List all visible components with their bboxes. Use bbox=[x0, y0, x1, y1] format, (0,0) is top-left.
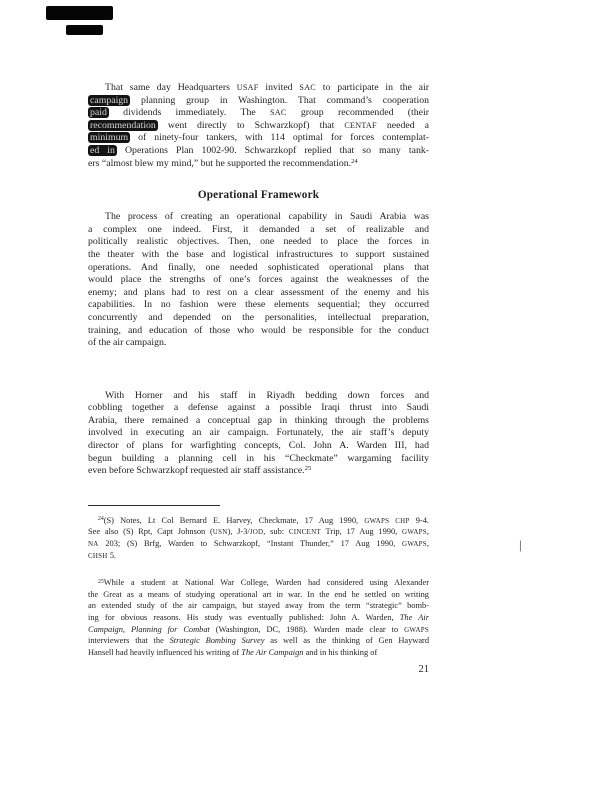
small-caps-text: JOD bbox=[249, 528, 264, 537]
small-caps-text: GWAPS bbox=[404, 625, 429, 634]
small-caps-text: CINCENT bbox=[288, 528, 321, 537]
italic-text: Strategic Bombing Survey bbox=[169, 636, 265, 646]
text-line: operations. And finally, one needed sophisticated operational plans that bbox=[88, 261, 429, 273]
page-number: 21 bbox=[418, 664, 429, 676]
redaction-smudge: minimum bbox=[90, 132, 129, 144]
scan-artifact-mark-bottom bbox=[66, 25, 103, 35]
small-caps-text: GWAPS bbox=[402, 528, 427, 537]
small-caps-text: CHSH bbox=[88, 551, 108, 560]
redaction-smudge: ed in bbox=[90, 144, 115, 156]
footnote-separator-rule bbox=[88, 505, 220, 506]
text-line: Hansell had heavily influenced his writing of The Air Campaign and in his thinking of bbox=[88, 647, 378, 657]
italic-text: The Air Campaign bbox=[241, 647, 304, 657]
text-line: The process of creating an operational capability in Saudi Arabia was bbox=[105, 211, 429, 223]
page-content bbox=[88, 82, 429, 675]
text-line: involved in executing an air campaign. Fortunately, the air staff’s deputy bbox=[88, 427, 429, 439]
text-line: of the air campaign. bbox=[88, 337, 167, 349]
small-caps-text: USAF bbox=[236, 83, 259, 92]
text-line: an extended study of the air campaign, but stayed away from the term “strategic” bomb- bbox=[88, 601, 429, 611]
section-heading: Operational Framework bbox=[197, 189, 320, 202]
text-line: Arabia, there remained a conceptual gap in thinking through the problems bbox=[88, 414, 429, 426]
small-caps-text: SAC bbox=[299, 83, 316, 92]
small-caps-text: GWAPS bbox=[402, 540, 427, 549]
small-caps-text: CENTAF bbox=[344, 120, 377, 130]
paragraph-warden-checkmate bbox=[88, 390, 429, 478]
small-caps-text: USN bbox=[212, 528, 228, 537]
text-line: politically realistic objectives. Then, one needed to place the forces in bbox=[88, 236, 429, 248]
redaction-smudge: paid bbox=[90, 107, 107, 119]
small-caps-text: SAC bbox=[269, 108, 287, 118]
text-line: cobbling together a defense against a possible Iraqi thrust into Saudi bbox=[88, 402, 429, 414]
text-line: even before Schwarzkopf requested air staff assistance.$^{25}$ bbox=[88, 465, 312, 477]
footnote-reference: 24 bbox=[351, 157, 358, 165]
text-line: the theater with the base and logistical infrastructures to support sustained bbox=[88, 248, 429, 260]
footnote-25 bbox=[88, 577, 429, 658]
text-line: director of plans for warfighting concepts, Col. John A. Warden III, had bbox=[88, 440, 429, 452]
text-line: ers “almost blew my mind,” but he supported the recommendation.$^{24}$ bbox=[88, 157, 358, 169]
paragraph-operational-capability bbox=[88, 211, 429, 350]
redaction-smudge: recommendation bbox=[90, 119, 156, 131]
text-line: $^{25}$While a student at National War College, Warden had considered using Alexander bbox=[98, 578, 429, 588]
text-line: ed in Operations Plan 1002-90. Schwarzkopf replied that so many tank- bbox=[90, 144, 429, 156]
text-line: $^{24}$(S) Notes, Lt Col Bernard E. Harvey, Checkmate, 17 Aug 1990, GWAPS CHP 9-4. bbox=[98, 515, 429, 525]
text-line: paid dividends immediately. The SAC group recommended (their bbox=[90, 107, 429, 119]
footnote-reference: 25 bbox=[304, 465, 312, 473]
text-line: Campaign, Planning for Combat (Washington, DC, 1988). Warden made clear to GWAPS bbox=[88, 624, 429, 634]
text-line: ing for obvious reasons. His study was eventually published: John A. Warden, The Air bbox=[88, 613, 429, 622]
small-caps-text: NA bbox=[88, 540, 99, 549]
paragraph-tanker-recommendation bbox=[88, 82, 429, 170]
text-line: interviewers that the Strategic Bombing Survey as well as the thinking of Gen Hayward bbox=[88, 636, 429, 646]
footnote-24 bbox=[88, 515, 429, 561]
footnote-reference: 25 bbox=[98, 578, 104, 585]
text-line: begun building a planning cell in his “Checkmate” wargaming facility bbox=[88, 452, 429, 464]
margin-tick-mark: | bbox=[519, 537, 522, 552]
italic-text: The Air bbox=[399, 613, 429, 622]
scan-artifact-mark-top bbox=[46, 6, 113, 20]
text-line: would place the strengths of one’s forces against the weaknesses of the bbox=[88, 274, 429, 286]
text-line: training, and education of those who would be responsible for the conduct bbox=[88, 324, 429, 336]
text-line: CHSH 5. bbox=[88, 550, 116, 560]
text-line: a complex one indeed. First, it demanded a set of realizable and bbox=[88, 223, 429, 235]
text-line: the Great as a means of studying operational art in war. In the end he settled on writing bbox=[88, 589, 429, 599]
text-line: recommendation went directly to Schwarzkopf) that CENTAF needed a bbox=[90, 119, 429, 131]
text-line: That same day Headquarters USAF invited SAC to participate in the air bbox=[105, 82, 429, 93]
small-caps-text: GWAPS CHP bbox=[364, 516, 410, 525]
text-line: See also (S) Rpt, Capt Johnson (USN), J-3/JOD, sub: CINCENT Trip, 17 Aug 1990, GWAPS, bbox=[88, 527, 429, 537]
text-line: NA 203; (S) Brfg, Warden to Schwarzkopf, “Instant Thunder,” 17 Aug 1990, GWAPS, bbox=[88, 539, 429, 549]
text-line: minimum of ninety-four tankers, with 114 optimal for forces contemplat- bbox=[90, 132, 429, 144]
footnote-reference: 24 bbox=[98, 516, 104, 523]
text-line: concurrently and depended on the personalities, intellectual preparation, bbox=[88, 311, 429, 323]
text-line: capabilities. In no fashion were these elements sequential; they occurred bbox=[88, 299, 429, 311]
redaction-smudge: campaign bbox=[90, 94, 129, 106]
italic-text: Campaign, Planning for Combat bbox=[88, 624, 210, 634]
text-line: enemy; and plans had to rest on a clear assessment of the enemy and his bbox=[88, 286, 429, 298]
text-line: campaign planning group in Washington. That command’s cooperation bbox=[90, 94, 429, 106]
text-line: With Horner and his staff in Riyadh bedding down forces and bbox=[105, 389, 429, 401]
